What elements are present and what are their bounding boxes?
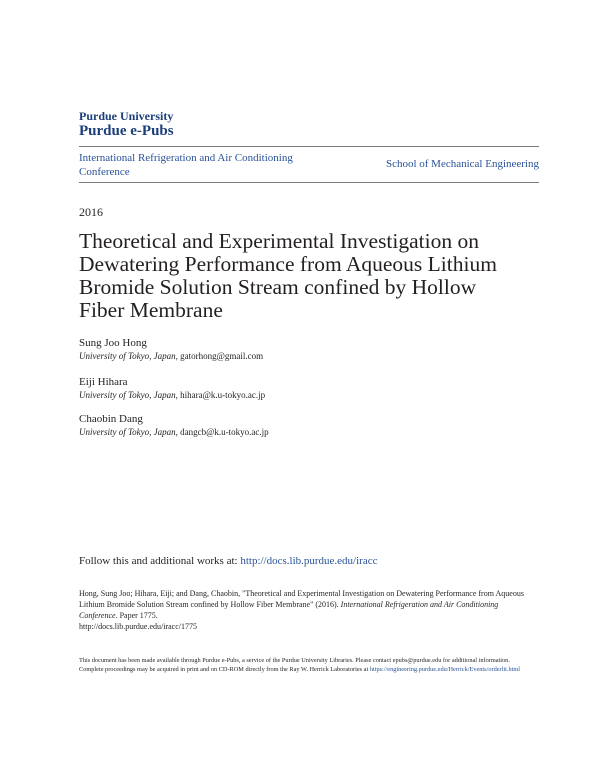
notice xyxy=(79,656,529,674)
author-affiliation xyxy=(79,390,265,401)
publication-year: 2016 xyxy=(79,205,103,219)
author-name: Chaobin Dang xyxy=(79,413,143,425)
availability-notice: This document has been made available through Purdue e-Pubs, a service of the Purdue University Libraries. Please contact epubs@purdue.edu for additional information. xyxy=(79,657,510,664)
conference-link[interactable]: International Refrigeration and Air Conditioning Conference xyxy=(79,152,293,178)
divider-top xyxy=(79,146,539,147)
divider-bottom xyxy=(79,182,539,183)
school-link[interactable]: School of Mechanical Engineering xyxy=(385,158,539,170)
author-email: , dangcb@k.u-tokyo.ac.jp xyxy=(175,427,269,437)
author-affiliation xyxy=(79,351,263,362)
proceedings-link[interactable]: https://engineering.purdue.edu/Herrick/Events/orderlit.html xyxy=(369,666,521,673)
citation-url[interactable]: http://docs.lib.purdue.edu/iracc/1775 xyxy=(79,622,197,631)
affiliation-institution: University of Tokyo, Japan xyxy=(79,390,176,400)
citation-paper: . Paper 1775. xyxy=(115,611,158,620)
citation xyxy=(79,588,529,632)
author-name: Eiji Hihara xyxy=(79,376,128,388)
author-email: , hihara@k.u-tokyo.ac.jp xyxy=(175,390,266,400)
follow-label: Follow this and additional works at: xyxy=(79,555,241,567)
citation-text: Hong, Sung Joo; Hihara, Eiji; and Dang, Chaobin, "Theoretical and Experimental Investigation on Dewatering Performance from Aqueous Lithium Bromide Solution Stream confined by Hollow Fiber Membrane" (2016). xyxy=(79,589,524,609)
proceedings-text: Complete proceedings may be acquired in print and on CD-ROM directly from the Ray W. Herrick Laboratories at xyxy=(79,666,370,673)
citation-source: International Refrigeration and Air Conditioning Conference xyxy=(79,600,499,620)
follow-line xyxy=(79,555,377,567)
institution-name: Purdue University xyxy=(79,109,174,123)
paper-title: Theoretical and Experimental Investigation on Dewatering Performance from Aqueous Lithium Bromide Solution Stream confined by Hollow Fiber Membrane xyxy=(79,229,497,322)
collection-link[interactable]: http://docs.lib.purdue.edu/iracc xyxy=(240,555,378,567)
proceedings-notice xyxy=(79,665,529,674)
repository-name[interactable]: Purdue e-Pubs xyxy=(79,123,174,139)
affiliation-institution: University of Tokyo, Japan xyxy=(79,351,176,361)
affiliation-institution: University of Tokyo, Japan xyxy=(79,427,176,437)
author-name: Sung Joo Hong xyxy=(79,337,147,349)
author-email: , gatorhong@gmail.com xyxy=(175,351,264,361)
author-affiliation xyxy=(79,427,269,438)
